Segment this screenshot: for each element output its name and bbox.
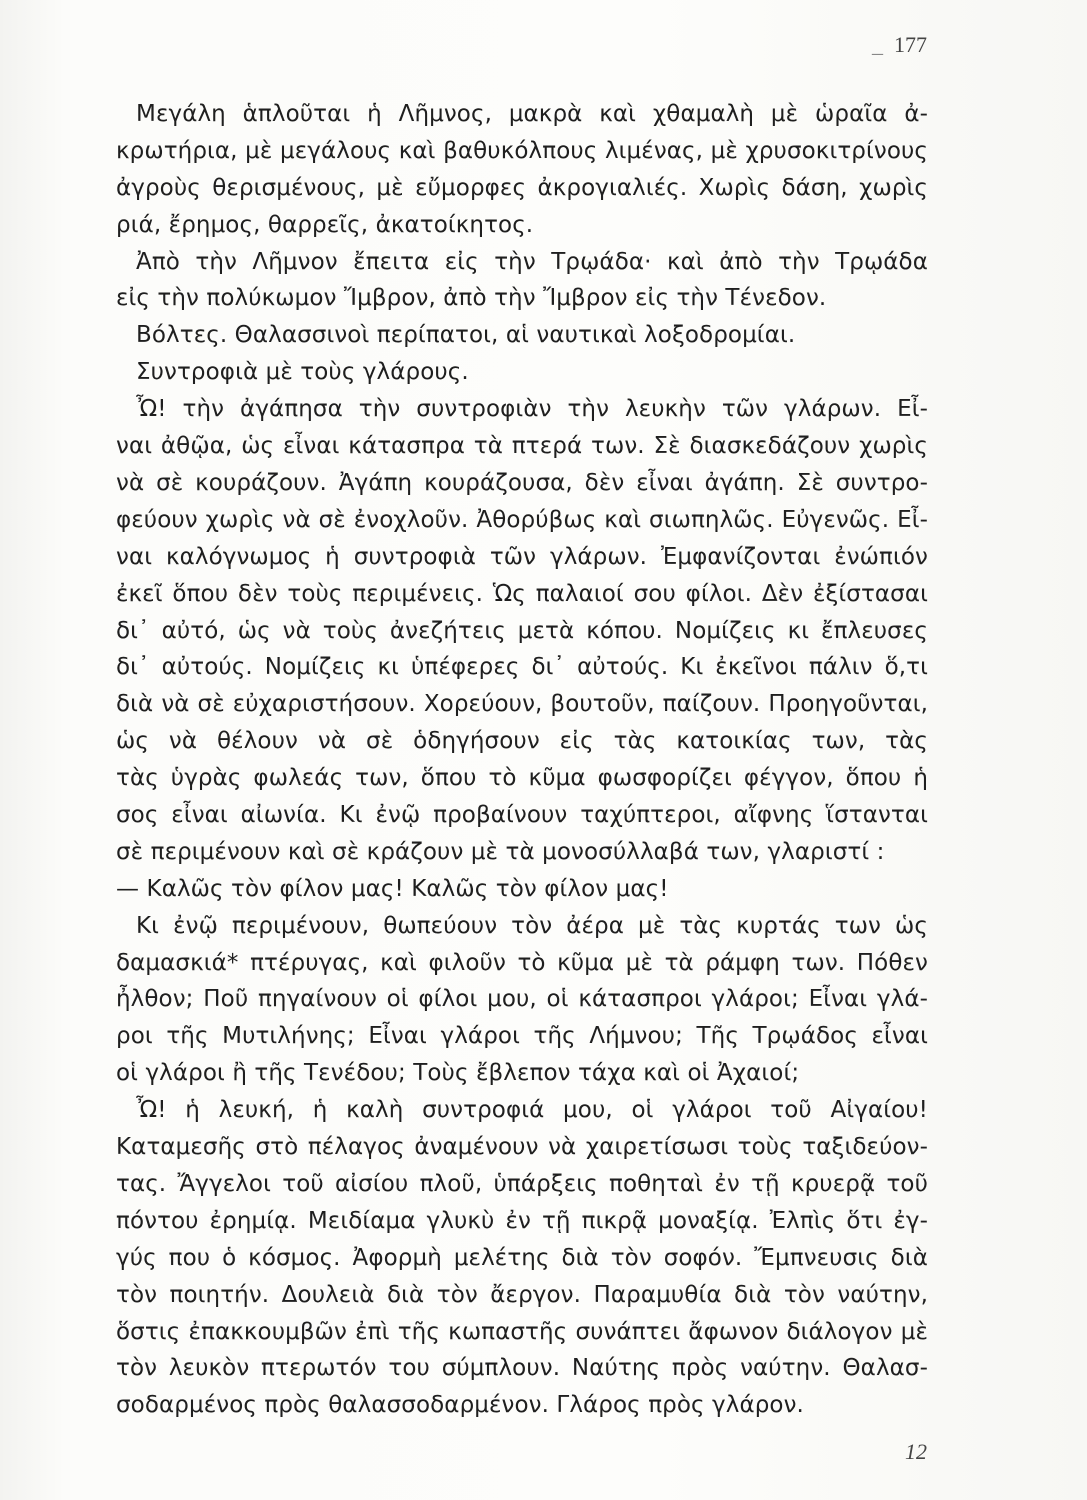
text-line: νὰ σὲ κουράζουν. Ἀγάπη κουράζουσα, δὲν εἶναι ἀγάπη. Σὲ συντρο- (116, 469, 928, 496)
text-line: Ἀπὸ τὴν Λῆμνον ἔπειτα εἰς τὴν Τρῳάδα· καὶ ἀπὸ τὴν Τρῳάδα (136, 248, 928, 275)
signature-mark: 12 (905, 1439, 927, 1464)
text-line: Ὦ! τὴν ἀγάπησα τὴν συντροφιὰν τὴν λευκὴν τῶν γλάρων. Εἶ- (136, 396, 928, 423)
text-line: σος εἶναι αἰωνία. Κι ἐνῷ προβαίνουν ταχύπτεροι, αἴφνης ἵστανται (116, 801, 928, 828)
text-line: ἐκεῖ ὅπου δὲν τοὺς περιμένεις. Ὡς παλαιοί σου φίλοι. Δὲν ἐξίστασαι (116, 580, 928, 607)
text-line: ὡς νὰ θέλουν νὰ σὲ ὁδηγήσουν εἰς τὰς κατοικίας των, τὰς (116, 728, 928, 755)
text-line: ὅστις ἐπακκουμβῶν ἐπὶ τῆς κωπαστῆς συνάπτει ἄφωνον διάλογον μὲ (116, 1318, 928, 1345)
text-line: σοδαρμένος πρὸς θαλασσοδαρμένον. Γλάρος πρὸς γλάρον. (116, 1392, 804, 1419)
text-line: Μεγάλη ἁπλοῦται ἡ Λῆμνος, μακρὰ καὶ χθαμαλὴ μὲ ὡραῖα ἀ- (136, 101, 928, 127)
text-line: φεύουν χωρὶς νὰ σὲ ἐνοχλοῦν. Ἀθορύβως καὶ σιωπηλῶς. Εὐγενῶς. Εἶ- (116, 506, 928, 533)
text-line: πόντου ἐρημίᾳ. Μειδίαμα γλυκὺ ἐν τῇ πικρᾷ μοναξίᾳ. Ἐλπὶς ὅτι ἐγ- (116, 1207, 928, 1234)
text-line: ριά, ἔρημος, θαρρεῖς, ἀκατοίκητος. (116, 211, 534, 238)
text-line: δι᾿ αὐτούς. Νομίζεις κι ὑπέφερες δι᾿ αὐτούς. Κι ἐκεῖνοι πάλιν ὅ,τι (116, 654, 928, 681)
text-line: τὸν ποιητήν. Δουλειὰ διὰ τὸν ἄεργον. Παραμυθία διὰ τὸν ναύτην, (116, 1281, 928, 1308)
text-line: Κι ἐνῷ περιμένουν, θωπεύουν τὸν ἀέρα μὲ τὰς κυρτάς των ὡς (136, 912, 928, 939)
text-line: εἰς τὴν πολύκωμον Ἴμβρον, ἀπὸ τὴν Ἴμβρον εἰς τὴν Τένεδον. (116, 285, 827, 312)
page-body-text (116, 96, 928, 1424)
text-line: ροι τῆς Μυτιλήνης; Εἶναι γλάροι τῆς Λήμνου; Τῆς Τρῳάδος εἶναι (116, 1023, 928, 1050)
text-line: δι᾿ αὐτό, ὡς νὰ τοὺς ἀνεζήτεις μετὰ κόπου. Νομίζεις κι ἔπλευσες (116, 617, 928, 644)
page-number-dash: _ (872, 32, 883, 57)
text-line: ἦλθον; Ποῦ πηγαίνουν οἱ φίλοι μου, οἱ κάτασπροι γλάροι; Εἶναι γλά- (116, 986, 928, 1013)
text-line: δαμασκιά* πτέρυγας, καὶ φιλοῦν τὸ κῦμα μὲ τὰ ράμφη των. Πόθεν (116, 949, 928, 976)
text-line: Συντροφιὰ μὲ τοὺς γλάρους. (136, 359, 469, 386)
text-line: κρωτήρια, μὲ μεγάλους καὶ βαθυκόλπους λιμένας, μὲ χρυσοκιτρίνους (116, 137, 928, 164)
text-line: σὲ περιμένουν καὶ σὲ κράζουν μὲ τὰ μονοσύλλαβά των, γλαριστί : (116, 838, 885, 865)
text-line: ἀγροὺς θερισμένους, μὲ εὔμορφες ἀκρογιαλιές. Χωρὶς δάση, χωρὶς (116, 174, 928, 201)
page-number: 177 (894, 32, 927, 57)
text-line: διὰ νὰ σὲ εὐχαριστήσουν. Χορεύουν, βουτοῦν, παίζουν. Προηγοῦνται, (116, 691, 928, 718)
text-line: γύς που ὁ κόσμος. Ἀφορμὴ μελέτης διὰ τὸν σοφόν. Ἔμπνευσις διὰ (116, 1244, 928, 1271)
text-line: οἱ γλάροι ἢ τῆς Τενέδου; Τοὺς ἔβλεπον τάχα καὶ οἱ Ἀχαιοί; (116, 1060, 800, 1087)
text-line: τὸν λευκὸν πτερωτόν του σύμπλουν. Ναύτης πρὸς ναύτην. Θαλασ- (116, 1355, 928, 1382)
text-line: τὰς ὑγρὰς φωλεάς των, ὅπου τὸ κῦμα φωσφορίζει φέγγον, ὅπου ἡ (116, 765, 928, 792)
text-line: τας. Ἄγγελοι τοῦ αἰσίου πλοῦ, ὑπάρξεις ποθηταὶ ἐν τῇ κρυερᾷ τοῦ (116, 1170, 928, 1197)
text-line: Βόλτες. Θαλασσινοὶ περίπατοι, αἱ ναυτικαὶ λοξοδρομίαι. (136, 322, 796, 349)
text-line: Καταμεσῆς στὸ πέλαγος ἀναμένουν νὰ χαιρετίσωσι τοὺς ταξιδεύον- (116, 1134, 928, 1161)
text-line: ναι καλόγνωμος ἡ συντροφιὰ τῶν γλάρων. Ἐμφανίζονται ἐνώπιόν (116, 543, 928, 570)
text-line: ναι ἀθῷα, ὡς εἶναι κάτασπρα τὰ πτερά των. Σὲ διασκεδάζουν χωρὶς (116, 433, 928, 460)
text-line: — Καλῶς τὸν φίλον μας! Καλῶς τὸν φίλον μας! (116, 875, 669, 902)
text-line: Ὦ! ἡ λευκή, ἡ καλὴ συντροφιά μου, οἱ γλάροι τοῦ Αἰγαίου! (136, 1097, 928, 1124)
